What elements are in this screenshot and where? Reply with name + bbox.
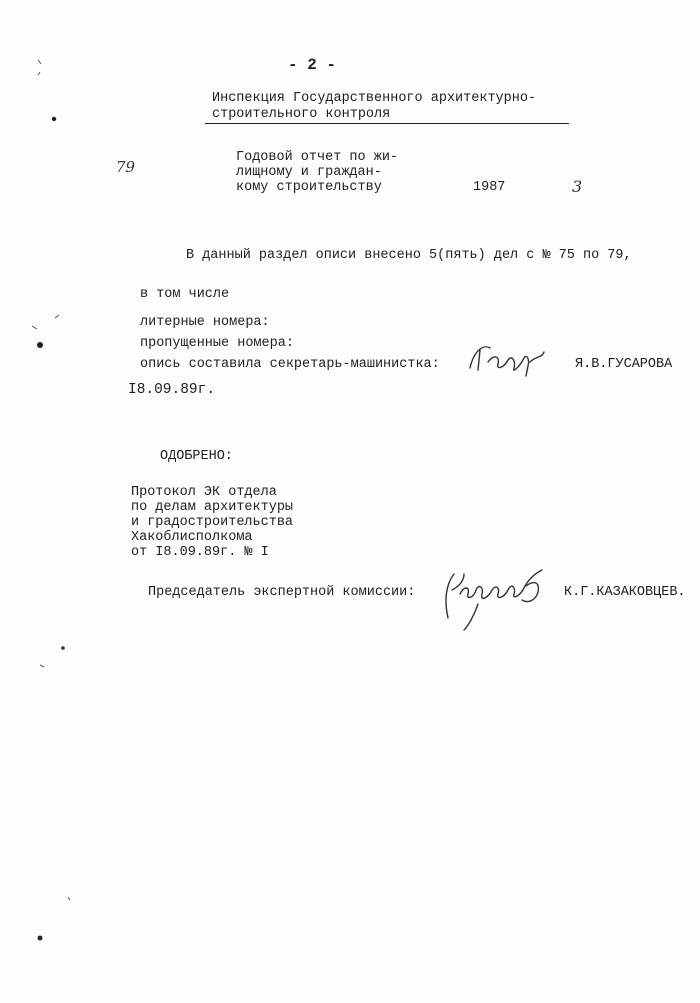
protocol-line-4: Хакоблисполкома: [131, 530, 253, 545]
summary-line: В данный раздел описи внесено 5(пять) дел с № 75 по 79,: [186, 248, 632, 263]
compiler-signature: [464, 340, 556, 378]
protocol-line-5: от I8.09.89г. № I: [131, 545, 269, 560]
margin-item-number: 79: [116, 158, 136, 176]
lettered-numbers-label: литерные номера:: [140, 315, 270, 330]
chairman-signature: [438, 560, 556, 632]
skipped-numbers-label: пропущенные номера:: [140, 336, 294, 351]
compiler-name: Я.В.ГУСАРОВА: [575, 357, 673, 372]
protocol-line-3: и градостроительства: [131, 515, 294, 530]
protocol-line-2: по делам архитектуры: [131, 500, 294, 515]
header-line-2: строительного контроля: [212, 107, 391, 122]
approved-label: ОДОБРЕНО:: [160, 449, 233, 464]
compiled-by-label: опись составила секретарь-машинистка:: [140, 357, 440, 372]
page-number: - 2 -: [288, 56, 337, 74]
item-title-line-2: лищному и граждан-: [236, 165, 382, 180]
item-year: 1987: [473, 180, 506, 195]
compiled-date: I8.09.89г.: [128, 382, 216, 398]
item-sheet-count: 3: [572, 177, 583, 196]
chairman-name: К.Г.КАЗАКОВЦЕВ.: [564, 585, 686, 600]
including-label: в том числе: [140, 287, 230, 302]
item-title-line-3: кому строительству: [236, 180, 382, 195]
header-line-1: Инспекция Государственного архитектурно-: [212, 91, 537, 106]
chairman-label: Председатель экспертной комиссии:: [148, 585, 416, 600]
item-title-line-1: Годовой отчет по жи-: [236, 150, 399, 165]
protocol-line-1: Протокол ЭК отдела: [131, 485, 277, 500]
header-underline: [205, 123, 569, 124]
